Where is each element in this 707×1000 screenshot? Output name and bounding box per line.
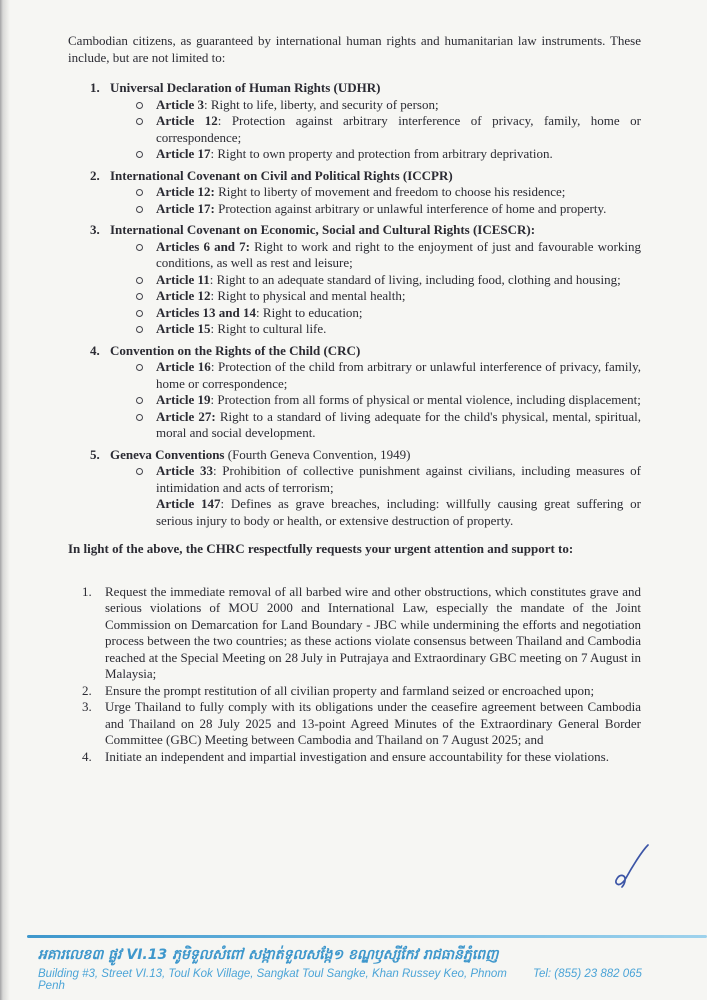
article-label: Article 27: — [156, 408, 216, 424]
article-text: Right to liberty of movement and freedom to choose his residence; — [214, 184, 566, 199]
article-item — [68, 392, 641, 409]
instrument-heading — [68, 343, 641, 360]
instrument-section-geneva — [68, 447, 641, 530]
request-text: Request the immediate removal of all barbed wire and other obstructions, which constitutes grave and serious violations of MOU 2000 and International Law, especially the mandate of the Joint Commission on Demarcation for Land Boundary - JBC while undermining the efforts and negotiation process between the two countries; as these actions violate consensus between Thailand and Cambodia reached at the Special Meeting on 28 July in Putrajaya and Extraordinary GBC meeting on 7 August in Malaysia; — [105, 583, 641, 681]
article-text: Right to a standard of living adequate for the child's physical, mental, spiritual, moral and social development. — [156, 408, 641, 440]
instrument-heading — [68, 222, 641, 239]
bullet-circle-icon — [136, 414, 143, 421]
article-text: : Right to physical and mental health; — [210, 288, 406, 303]
article-label: Articles 6 and 7: — [156, 238, 251, 254]
article-label: Article 15 — [156, 321, 211, 336]
bullet-circle-icon — [136, 277, 143, 284]
article-text: : Right to cultural life. — [210, 321, 327, 336]
list-number: 4. — [90, 342, 100, 358]
article-text: : Protection of the child from arbitrary or unlawful interference of privacy, family, home or correspondence; — [156, 359, 641, 391]
request-heading: In light of the above, the CHRC respectfully requests your urgent attention and support to: — [68, 541, 574, 556]
article-label: Article 17 — [156, 146, 211, 161]
list-number: 2. — [90, 167, 100, 183]
article-item — [68, 305, 641, 322]
article-label: Article 33 — [156, 463, 213, 478]
list-number: 4. — [82, 748, 92, 764]
instrument-title: Convention on the Rights of the Child (CRC) — [110, 342, 361, 358]
article-label: Article 19 — [156, 392, 211, 407]
list-number: 5. — [90, 446, 100, 462]
article-item — [68, 463, 641, 496]
article-item — [68, 359, 641, 392]
list-number: 3. — [90, 222, 100, 237]
article-text: : Protection against arbitrary interference of privacy, family, home or correspondence; — [156, 113, 641, 145]
article-text: Protection against arbitrary or unlawful interference of home and property. — [214, 200, 607, 216]
article-item — [68, 146, 641, 163]
article-item — [68, 113, 641, 146]
scan-edge-shadow — [0, 0, 10, 1000]
bullet-circle-icon — [136, 151, 143, 158]
instrument-title-suffix: (Fourth Geneva Convention, 1949) — [224, 446, 411, 462]
article-label: Article 11 — [156, 271, 210, 287]
list-number: 3. — [82, 699, 92, 714]
footer-telephone: Tel: (855) 23 882 065 — [533, 967, 642, 980]
article-label: Article 17: — [156, 200, 215, 216]
footer-address-english: Building #3, Street VI.13, Toul Kok Village, Sangkat Toul Sangke, Khan Russey Keo, Phnom Penh — [38, 967, 507, 992]
article-text: : Protection from all forms of physical or mental violence, including displacement; — [210, 392, 641, 407]
bullet-circle-icon — [136, 293, 143, 300]
article-label: Article 3 — [156, 96, 205, 112]
instrument-title: International Covenant on Economic, Social and Cultural Rights (ICESCR): — [110, 222, 536, 237]
instrument-section-udhr — [68, 80, 641, 163]
article-item — [68, 272, 641, 289]
instrument-heading — [68, 447, 641, 464]
article-label: Article 12 — [156, 288, 211, 303]
article-text: : Right to life, liberty, and security of person; — [204, 96, 439, 112]
list-number: 1. — [82, 583, 92, 599]
bullet-circle-icon — [136, 244, 143, 251]
footer-address-khmer: អគារលេខ៣ ផ្លូវ VI.13 ភូមិទួលសំពៅ សង្កាត់ទួលសង្កែ១ ខណ្ឌឫស្សីកែវ រាជធានីភ្នំពេញ — [38, 946, 499, 963]
request-item — [68, 699, 641, 749]
instrument-section-crc — [68, 343, 641, 442]
article-label: Article 12 — [156, 113, 218, 128]
bullet-circle-icon — [136, 118, 143, 125]
intro-paragraph: Cambodian citizens, as guaranteed by international human rights and humanitarian law instruments. These include, but are not limited to: — [68, 33, 641, 65]
article-text: : Right to education; — [256, 304, 363, 320]
request-text: Initiate an independent and impartial investigation and ensure accountability for these violations. — [105, 748, 609, 764]
instrument-section-iccpr — [68, 168, 641, 218]
article-text: : Right to an adequate standard of living, including food, clothing and housing; — [209, 271, 621, 287]
list-number: 2. — [82, 682, 92, 698]
bullet-circle-icon — [136, 364, 143, 371]
article-item — [68, 239, 641, 272]
bullet-circle-icon — [136, 397, 143, 404]
instrument-title: Universal Declaration of Human Rights (UDHR) — [110, 80, 381, 95]
bullet-circle-icon — [136, 189, 143, 196]
article-item — [68, 409, 641, 442]
request-text: Urge Thailand to fully comply with its obligations under the ceasefire agreement between Cambodia and Thailand on 28 July 2025 and 13-point Agreed Minutes of the Extraordinary General Border Committee (GBC) Meeting between Cambodia and Thailand on 7 August 2025; and — [105, 699, 641, 747]
document-body — [68, 33, 641, 765]
letterhead-footer — [0, 935, 707, 992]
article-item — [68, 321, 641, 338]
bullet-circle-icon — [136, 326, 143, 333]
bullet-circle-icon — [136, 102, 143, 109]
bullet-circle-icon — [136, 310, 143, 317]
request-item — [68, 683, 641, 700]
instrument-title: Geneva Conventions — [110, 446, 225, 462]
article-text: Right to work and right to the enjoyment of just and favourable working conditions, as well as rest and leisure; — [156, 238, 641, 270]
bullet-circle-icon — [136, 468, 143, 475]
article-item — [68, 201, 641, 218]
signature-mark — [612, 842, 654, 897]
article-item — [68, 288, 641, 305]
instrument-section-icescr — [68, 222, 641, 338]
instrument-heading — [68, 168, 641, 185]
article-label: Article 16 — [156, 359, 211, 374]
bullet-circle-icon — [136, 206, 143, 213]
footer-divider — [27, 935, 707, 938]
article-item-no-bullet — [68, 496, 641, 529]
list-number: 1. — [90, 80, 100, 95]
article-label: Article 147 — [156, 496, 221, 511]
request-item — [68, 584, 641, 683]
article-label: Articles 13 and 14 — [156, 304, 257, 320]
instrument-heading — [68, 80, 641, 97]
pen-initial-icon — [612, 842, 654, 892]
article-text: : Defines as grave breaches, including: willfully causing great suffering or serious injury to body or health, or extensive destruction of property. — [156, 496, 641, 528]
instrument-title: International Covenant on Civil and Political Rights (ICCPR) — [110, 167, 453, 183]
request-item — [68, 749, 641, 766]
article-text: : Prohibition of collective punishment against civilians, including measures of intimidation and acts of terrorism; — [156, 463, 641, 495]
article-item — [68, 97, 641, 114]
article-text: : Right to own property and protection from arbitrary deprivation. — [210, 146, 553, 161]
request-text: Ensure the prompt restitution of all civilian property and farmland seized or encroached upon; — [105, 682, 595, 698]
article-label: Article 12: — [156, 184, 215, 199]
article-item — [68, 184, 641, 201]
